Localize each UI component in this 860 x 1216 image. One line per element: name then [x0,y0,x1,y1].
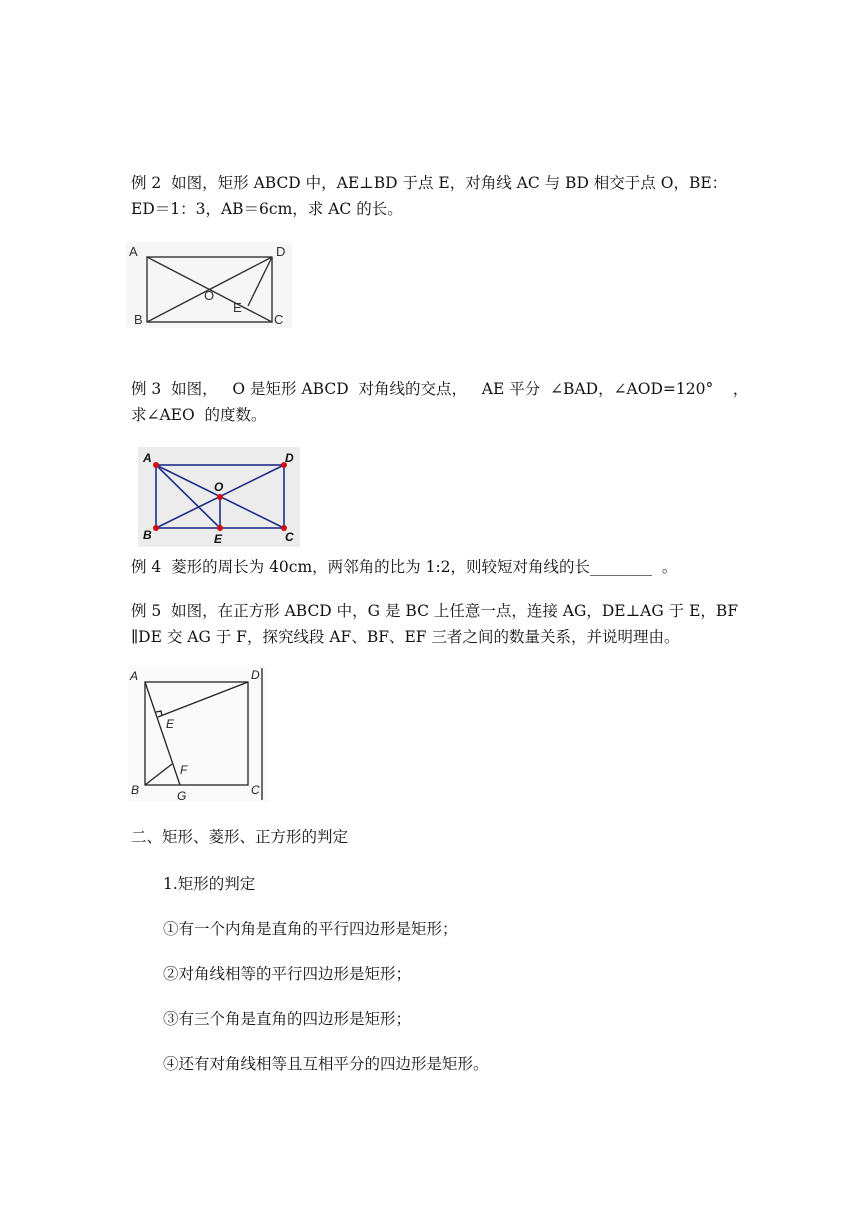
ex5-label-e: E [166,717,175,731]
ex3-label-o: O [214,480,224,494]
ex2-label-e: E [233,300,242,315]
ex2-label-b: B [134,312,143,327]
ex3-label-e: E [214,532,223,546]
section2-heading: 二、矩形、菱形、正方形的判定 [131,828,349,846]
ex5-figure [128,666,268,802]
ex3-label-c: C [285,530,294,544]
ex5-label-c: C [251,783,260,797]
ex3-label-a: A [143,451,152,465]
ex5-text-line1: 例 5 如图，在正方形 ABCD 中，G 是 BC 上任意一点，连接 AG，DE⊥AG 于 E，BF [131,602,739,620]
ex2-label-d: D [276,244,286,259]
ex5-label-f: F [180,763,188,777]
ex3-figure [138,447,300,547]
section2-subheading: 1.矩形的判定 [163,875,256,893]
ex3-label-b: B [143,528,152,542]
ex5-label-b: B [131,783,140,797]
ex2-text-line2: ED＝1：3，AB＝6cm，求 AC 的长。 [131,200,403,218]
criterion-item-2: ②对角线相等的平行四边形是矩形； [163,965,412,983]
ex5-label-g: G [177,789,187,802]
ex2-text-line1: 例 2 如图，矩形 ABCD 中，AE⊥BD 于点 E，对角线 AC 与 BD 相交于点 O，BE： [131,174,728,192]
ex2-label-a: A [129,244,138,259]
ex3-text-line1: 例 3 如图， O 是矩形 ABCD 对角线的交点， AE 平分 ∠BAD，∠AOD=120° ， [131,380,749,398]
ex5-label-a: A [130,669,139,683]
ex2-label-o: O [204,288,215,303]
criterion-item-4: ④还有对角线相等且互相平分的四边形是矩形。 [163,1055,489,1073]
ex2-figure [126,240,292,330]
ex4-text-line1: 例 4 菱形的周长为 40cm，两邻角的比为 1:2，则较短对角线的长________ 。 [131,558,678,576]
ex3-label-d: D [285,451,294,465]
ex3-text-line2: 求∠AEO 的度数。 [131,406,267,424]
ex5-label-d: D [251,668,260,682]
criterion-item-3: ③有三个角是直角的四边形是矩形； [163,1010,412,1028]
ex2-label-c: C [274,312,284,327]
ex5-text-line2: ∥DE 交 AG 于 F，探究线段 AF、BF、EF 三者之间的数量关系，并说明理由。 [131,628,680,646]
criterion-item-1: ①有一个内角是直角的平行四边形是矩形； [163,920,458,938]
